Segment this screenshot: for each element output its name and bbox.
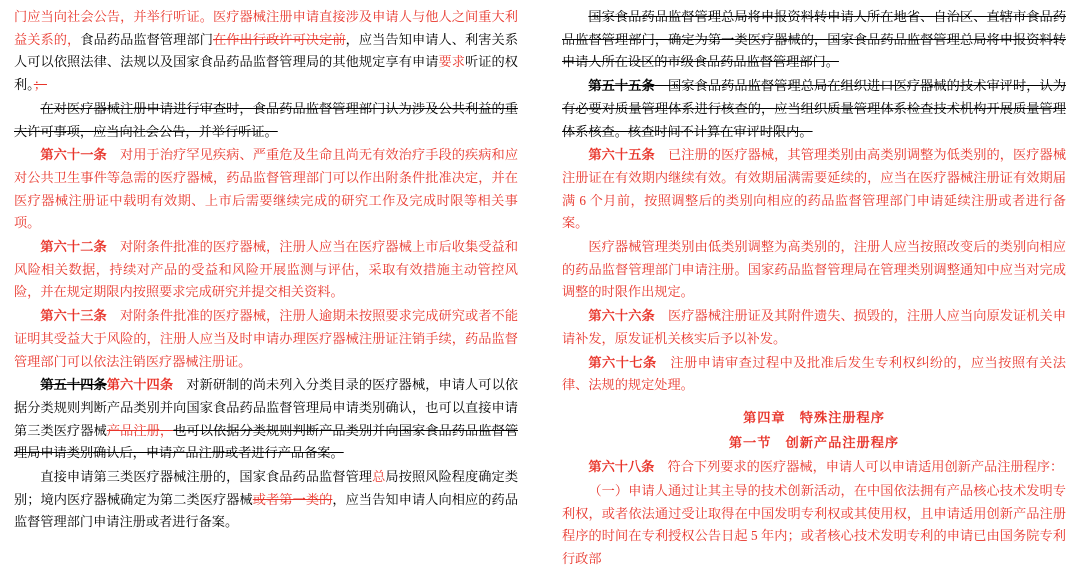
text-run: 食品药品监督管理部门	[80, 31, 213, 47]
article-number: 第六十四条	[106, 377, 174, 393]
text-run-struck: ，	[159, 422, 174, 438]
paragraph-r4	[562, 236, 1066, 304]
text-run-struck: 也可以依据分类规则判断产品类别并向国家食品药品监督管理局申请类别确认后，申请产品注册或者进行产品备案。	[14, 422, 519, 461]
paragraph-b7	[14, 466, 518, 534]
text-run: 听证的权利。	[14, 54, 518, 93]
text-run: ，应当告知申请人向相应的药品监督管理部门申请注册或者进行备案。	[14, 491, 519, 530]
paragraph-b1	[14, 6, 518, 97]
text-run: 医疗器械注册证及其附件遗失、损毁的，注册人应当向原发证机关申请补发，原发证机关核实后予以补发。	[562, 308, 1067, 346]
text-run: 要求	[438, 54, 466, 70]
text-run: ，应当告知申请人、利害关系人可以依照法律、法规以及国家食品药品监督管理局的其他规定享有申请	[14, 31, 519, 70]
text-run: 对用于治疗罕见疾病、严重危及生命且尚无有效治疗手段的疾病和应对公共卫生事件等急需的医疗器械，药品监督管理部门可以作出附条件批准决定，并在医疗器械注册证中载明有效期、上市后需要继续完成的研究工作及完成时限等相关事项。	[14, 147, 519, 231]
paragraph-b6	[14, 374, 518, 465]
text-run: 已注册的医疗器械，其管理类别由高类别调整为低类别的，医疗器械注册证在有效期内继续有效。有效期届满需要延续的，应当在医疗器械注册证有效期届满 6 个月前，按照调整后的类别向相应的药品监督管理部门申请延续注册或者进行备案。	[562, 147, 1067, 231]
paragraph-b2	[14, 98, 518, 143]
text-run: 医疗器械管理类别由低类别调整为高类别的，注册人应当按照改变后的类别向相应的药品监督管理部门申请注册。国家药品监督管理局在管理类别调整通知中应当对完成调整的时限作出规定。	[562, 239, 1066, 300]
paragraph-r2	[562, 75, 1066, 143]
article-number: 第六十八条	[588, 459, 655, 475]
article-number-struck: 第五十五条	[588, 78, 655, 94]
text-run: 符合下列要求的医疗器械，申请人可以申请适用创新产品注册程序：	[654, 459, 1064, 475]
article-number: 第六十三条	[40, 308, 107, 324]
text-run-struck: 在作出行政许可决定前	[212, 31, 346, 47]
paragraph-b3	[14, 144, 518, 235]
text-run: 对新研制的尚未列入分类目录的医疗器械，申请人可以依据分类规则判断产品类别并向国家食品药品监督管理局申请类别确认，也可以直接申请第三类医疗器械	[14, 377, 519, 438]
paragraph-r3	[562, 144, 1066, 235]
text-run: （一）申请人通过让其主导的技术创新活动，在中国依法拥有产品核心技术发明专利权，或者依法通过受让取得在中国发明专利权或其使用权，且申请适用创新产品注册程序的时间在专利授权公告日起 5 年内；或者核心技术发明专利的申请已由国务院专利行政部	[562, 483, 1066, 567]
paragraph-t1	[562, 456, 1066, 479]
text-run-struck: 国家食品药品监督管理总局在组织进口医疗器械的技术审评时，认为有必要对质量管理体系进行核查的，应当组织质量管理体系检查技术机构开展质量管理体系核查。核查时间不计算在审评时限内。	[562, 78, 1067, 139]
paragraph-r5	[562, 305, 1066, 350]
section-heading: 第一节 创新产品注册程序	[728, 434, 900, 450]
text-run-struck: 或者第一类的	[252, 491, 333, 507]
text-run: 注册申请审查过程中及批准后发生专利权纠纷的，应当按照有关法律、法规的规定处理。	[562, 354, 1066, 393]
article-number: 第六十一条	[40, 147, 107, 163]
paragraph-t2	[562, 480, 1066, 571]
text-run-struck: ；	[33, 77, 47, 93]
paragraph-b4	[14, 236, 518, 304]
paragraph-b5	[14, 305, 518, 373]
text-run: 对附条件批准的医疗器械，注册人应当在医疗器械上市后收集受益和风险相关数据，持续对产品的受益和风险开展监测与评估，采取有效措施主动管控风险，并在规定期限内按照要求完成研究并提交相关资料。	[14, 239, 519, 300]
paragraph-r1	[562, 6, 1066, 74]
article-number: 第六十五条	[588, 147, 655, 163]
article-number-struck: 第五十四条	[40, 377, 107, 393]
text-run: 直接申请第三类医疗器械注册的，国家食品药品监督管理	[40, 469, 373, 485]
article-number: 第六十二条	[40, 239, 107, 255]
article-number: 第六十七条	[588, 354, 657, 370]
text-run: 局按照风险程度确定类别；境内医疗器械确定为第二类医疗器械	[14, 469, 519, 507]
text-run-struck: 在对医疗器械注册申请进行审查时，食品药品监督管理部门认为涉及公共利益的重大许可事项，应当向社会公告，并举行听证。	[14, 100, 518, 139]
right-column	[540, 6, 1067, 567]
paragraph-r6	[562, 352, 1066, 397]
text-run-struck: 产品注册	[106, 422, 160, 438]
left-column	[14, 6, 540, 551]
text-run: 总	[372, 469, 386, 485]
text-run: 对附条件批准的医疗器械，注册人逾期未按照要求完成研究或者不能证明其受益大于风险的，注册人应当及时申请办理医疗器械注册证注销手续，药品监督管理部门可以依法注销医疗器械注册证。	[14, 308, 519, 369]
text-run-struck: 国家食品药品监督管理总局将申报资料转申请人所在地省、自治区、直辖市食品药品监督管理部门，确定为第一类医疗器械的，国家食品药品监督管理总局将申报资料转申请人所在设区的市级食品药品监督管理部门。	[562, 9, 1066, 70]
text-run: 门应当向社会公告，并举行听证。医疗器械注册申请直接涉及申请人与他人之间重大利益关系的，	[14, 9, 518, 47]
chapter-heading: 第四章 特殊注册程序	[743, 409, 885, 425]
article-number: 第六十六条	[588, 308, 655, 324]
